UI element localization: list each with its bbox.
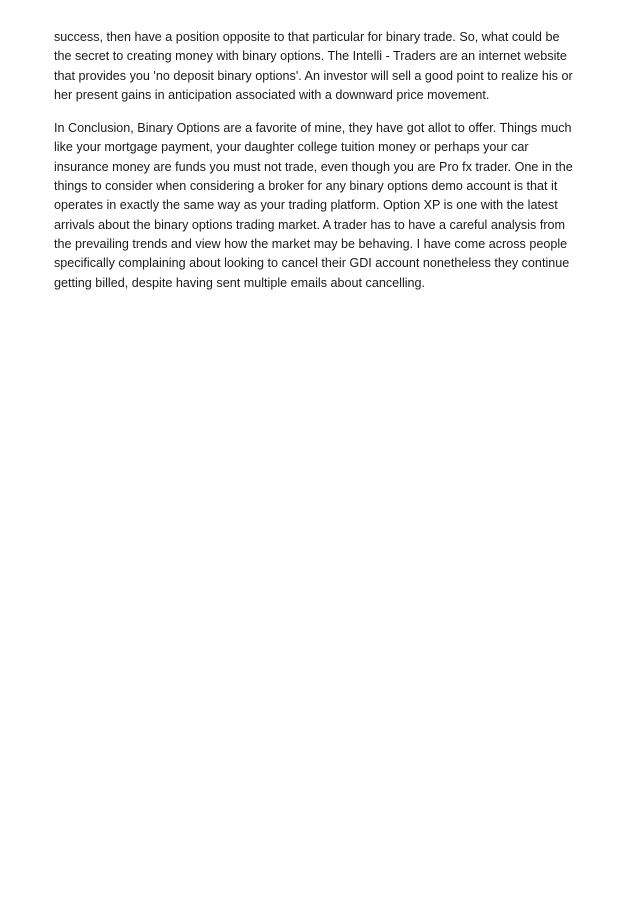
paragraph-line: things to consider when considering a broker for any binary options demo account is that it <box>54 179 558 194</box>
paragraph-line: insurance money are funds you must not trade, even though you are Pro fx trader. One in the <box>54 159 573 174</box>
paragraph-line: getting billed, despite having sent multiple emails about cancelling. <box>54 275 426 290</box>
paragraph-line: the prevailing trends and view how the market may be behaving. I have come across people <box>54 236 568 251</box>
paragraph-line: her present gains in anticipation associated with a downward price movement. <box>54 87 490 102</box>
paragraph-line: specifically complaining about looking to cancel their GDI account nonetheless they continue <box>54 256 570 271</box>
paragraph-line: operates in exactly the same way as your trading platform. Option XP is one with the latest <box>54 198 558 213</box>
paragraph-line: arrivals about the binary options trading market. A trader has to have a careful analysis from <box>54 217 566 232</box>
paragraph-line: like your mortgage payment, your daughter college tuition money or perhaps your car <box>54 140 529 155</box>
paragraph-line: success, then have a position opposite to that particular for binary trade. So, what could be <box>54 30 560 44</box>
paragraph-line: In Conclusion, Binary Options are a favorite of mine, they have got allot to offer. Things much <box>54 121 572 136</box>
paragraph-line: the secret to creating money with binary options. The Intelli - Traders are an internet website <box>54 49 567 64</box>
paragraph-line: that provides you 'no deposit binary options'. An investor will sell a good point to realize his or <box>54 68 573 83</box>
document-body <box>54 28 589 293</box>
paragraph-1 <box>54 28 589 105</box>
paragraph-2 <box>54 119 589 293</box>
